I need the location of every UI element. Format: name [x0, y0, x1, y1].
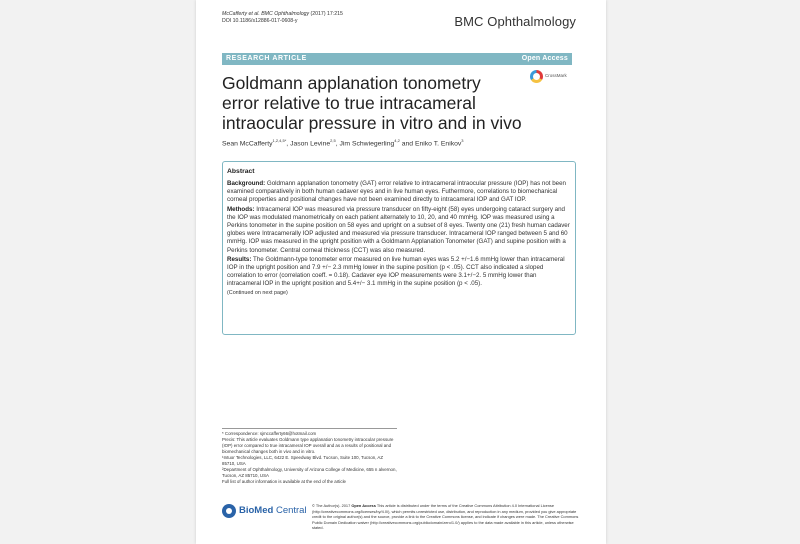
abstract-results	[227, 256, 571, 289]
affiliation-note: ¹Intuor Technologies, LLC, 6422 E. Speedway Blvd. Tucson, Suite 100, Tucson, AZ 85710, USA	[222, 455, 384, 466]
correspondence-note[interactable]: * Correspondence: sjmccafferty66@hotmail.com	[222, 431, 317, 436]
article-title: Goldmann applanation tonometry error relative to true intracameral intraocular pressure in vitro and in vivo	[222, 73, 522, 133]
author-name: Jim Schwiegerling	[339, 140, 395, 148]
doi[interactable]: DOI 10.1186/s12886-017-0608-y	[222, 18, 298, 24]
journal-brand: BMC Ophthalmology	[454, 14, 576, 29]
citation-journal: BMC Ophthalmology	[261, 11, 310, 17]
affiliation-note: ²Department of Ophthalmology, University of Arizona College of Medicine, 655 n alvernon, Tucson, AZ 85710, USA	[222, 467, 397, 478]
author-name: Jason Levine	[290, 140, 331, 148]
citation-header	[222, 11, 343, 25]
methods-label: Methods:	[227, 205, 255, 213]
footnotes	[222, 428, 397, 485]
author-affiliation: 4,2	[394, 138, 400, 143]
precis-note: Precis: This article evaluates Goldmann type applanation tonometry intraocular pressure (IOP) error compared to true intracameral IOP overall and as a results of positional and biomechanical changes both in vivo and in vitro.	[222, 437, 394, 454]
crossmark-icon	[530, 70, 543, 83]
publisher-name-bold: BioMed	[239, 505, 274, 516]
author-affiliation: 3	[461, 138, 464, 143]
abstract-box	[222, 161, 576, 335]
citation-authors: McCafferty et al.	[222, 11, 260, 17]
biomed-central-icon	[222, 504, 236, 518]
crossmark-label: CrossMark	[545, 73, 567, 78]
crossmark-badge[interactable]	[530, 70, 574, 84]
citation-volume: (2017) 17:215	[310, 11, 343, 17]
article-type-banner	[222, 53, 572, 65]
abstract-background	[227, 180, 571, 205]
license-open-access: Open Access	[351, 503, 376, 508]
publisher-name-regular: Central	[275, 505, 307, 516]
publisher-name	[239, 505, 307, 516]
background-text: Goldmann applanation tonometry (GAT) error relative to intracameral intraocular pressure (IOP) has not been examined comparatively in both human cadaver eyes and in live human eyes. Futhermore, correlations to biomechanical corneal properties and positional changes have not been examined directly to intracameral IOP and GAT IOP.	[227, 180, 566, 204]
methods-text: Intracameral IOP was measured via pressure transducer on fifty-eight (58) eyes undergoing cataract surgery and the IOP was modulated manometrically on each patient alternately to 10, 20, and 40 mmHg. IOP was measured using a Perkins tonometer in the supine position on 58 eyes and upright on a subset of 8 eyes. Twenty one (21) fresh human cadaver globes were Intracamerally IOP adjusted and measured via pressure transducer. Intracameral IOP ranged between 5 and 60 mmHg. IOP was measured in the upright position with a Goldmann Applanation Tonometer (GAT) and supine position with a Perkins tonometer. Central corneal thickness (CCT) was also measured.	[227, 205, 570, 254]
results-text: The Goldmann-type tonometer error measured on live human eyes was 5.2 +/−1.6 mmHg lower than intracameral IOP in the upright position and 7.9 +/− 2.3 mmHg lower in the supine position (p < .05). CCT also indicated a sloped correlation to error (correlation coeff. = 0.18). Cadaver eye IOP measurements were 3.1+/−2. 5 mmHg lower than intracameral IOP in the upright position and 5.4+/− 3.1 mmHg in the supine position (p < .05).	[227, 255, 565, 288]
abstract-heading: Abstract	[227, 168, 255, 175]
article-page	[196, 0, 606, 544]
open-access-label: Open Access	[521, 55, 568, 62]
license-statement	[312, 503, 582, 531]
author-list: Sean McCafferty$^{1,2,4,5*}$, Jason Levine$^{2,5}$, Jim Schwiegerling$^{4,2}$ and Eniko T. Enikov$^3$	[222, 138, 464, 148]
author-affiliation: 1,2,4,5*	[272, 138, 287, 143]
article-type: RESEARCH ARTICLE	[226, 55, 307, 62]
author-name: Eniko T. Enikov	[414, 140, 462, 148]
results-label: Results:	[227, 255, 252, 263]
publisher-logo	[222, 504, 312, 518]
license-text: This article is distributed under the terms of the Creative Commons Attribution 4.0 International License (http://creativecommons.org/licenses/by/4.0/), which permits unrestricted use, distribution, and reproduction in any medium, provided you give appropriate credit to the original author(s) and the source, provide a link to the Creative Commons license, and indicate if changes were made. The Creative Commons Public Domain Dedication waiver (http://creativecommons.org/publicdomain/zero/1.0/) applies to the data made available in this article, unless otherwise stated.	[312, 503, 579, 531]
author-affiliation: 2,5	[330, 138, 336, 143]
background-label: Background:	[227, 180, 266, 187]
author-name: Sean McCafferty	[222, 140, 273, 148]
author-info-note: Full list of author information is available at the end of the article	[222, 479, 346, 484]
license-lead: © The Author(s). 2017	[312, 503, 351, 508]
continued-note: (Continued on next page)	[227, 289, 288, 296]
abstract-methods	[227, 206, 571, 255]
